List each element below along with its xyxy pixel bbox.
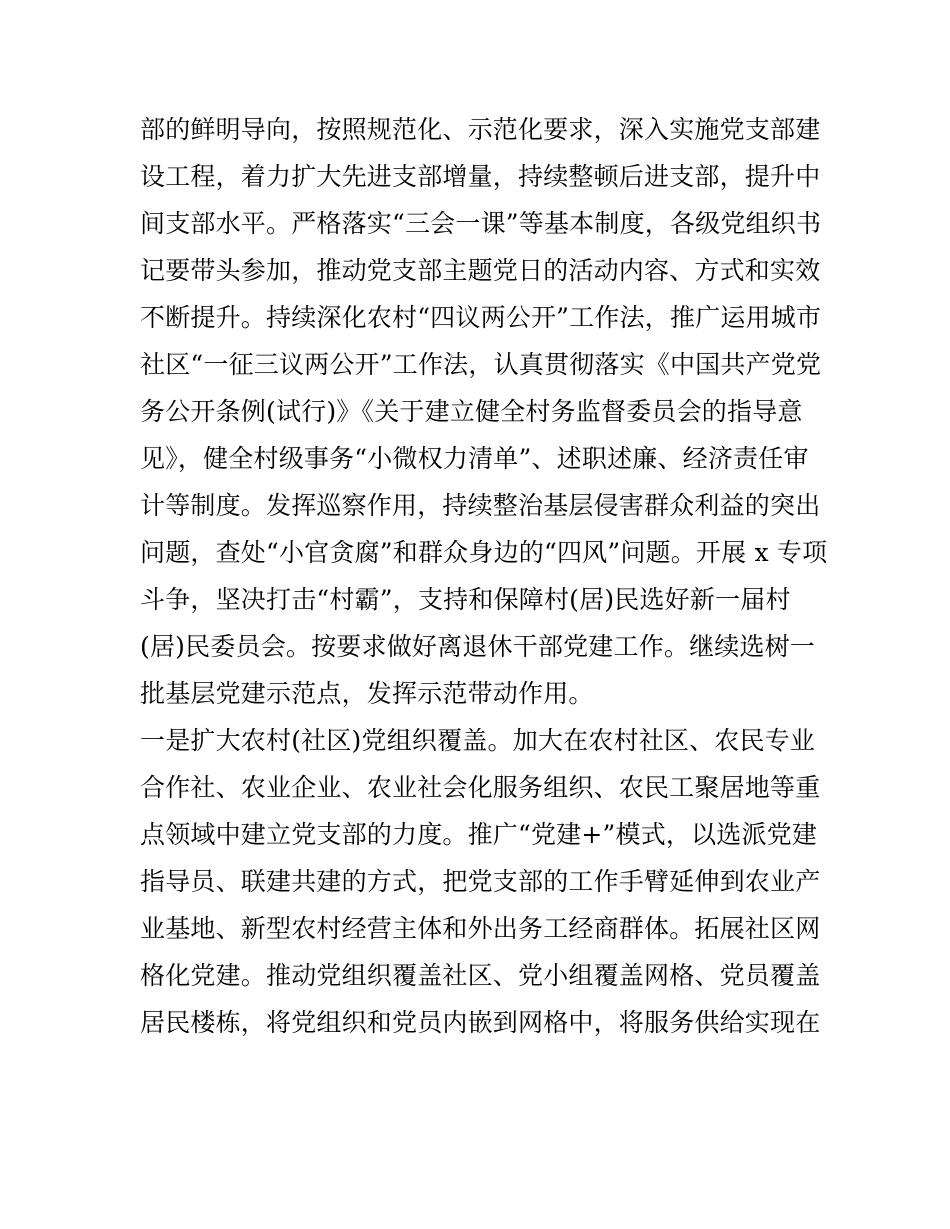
- text-line: 计等制度。发挥巡察作用，持续整治基层侵害群众利益的突出: [140, 491, 821, 520]
- text-line: 业基地、新型农村经营主体和外出务工经商群体。拓展社区网: [140, 914, 821, 943]
- text-line: 问题，查处“小官贪腐”和群众身边的“四风”问题。开展 x 专项: [140, 538, 828, 567]
- text-line: 不断提升。持续深化农村“四议两公开”工作法，推广运用城市: [140, 303, 822, 332]
- text-line: 斗争，坚决打击“村霸”，支持和保障村(居)民选好新一届村: [140, 585, 791, 614]
- text-line: 务公开条例(试行)》《关于建立健全村务监督委员会的指导意: [140, 397, 803, 426]
- text-line: 批基层党建示范点，发挥示范带动作用。: [140, 679, 594, 708]
- text-line: 设工程，着力扩大先进支部增量，持续整顿后进支部，提升中: [140, 162, 821, 191]
- text-line: (居)民委员会。按要求做好离退休干部党建工作。继续选树一: [140, 632, 816, 661]
- text-line: 格化党建。推动党组织覆盖社区、党小组覆盖网格、党员覆盖: [140, 961, 821, 990]
- text-line: 指导员、联建共建的方式，把党支部的工作手臂延伸到农业产: [140, 867, 821, 896]
- text-line: 点领域中建立党支部的力度。推广“党建+”模式，以选派党建: [140, 820, 818, 849]
- text-line: 记要带头参加，推动党支部主题党日的活动内容、方式和实效: [140, 256, 821, 285]
- text-line: 部的鲜明导向，按照规范化、示范化要求，深入实施党支部建: [140, 115, 821, 144]
- text-line: 间支部水平。严格落实“三会一课”等基本制度，各级党组织书: [140, 209, 822, 238]
- text-line: 见》，健全村级事务“小微权力清单”、述职述廉、经济责任审: [140, 444, 809, 473]
- text-line: 社区“一征三议两公开”工作法，认真贯彻落实《中国共产党党: [140, 350, 822, 379]
- text-line: 合作社、农业企业、农业社会化服务组织、农民工聚居地等重: [140, 773, 821, 802]
- text-line: 一是扩大农村(社区)党组织覆盖。加大在农村社区、农民专业: [140, 726, 816, 755]
- text-line: 居民楼栋，将党组织和党员内嵌到网格中，将服务供给实现在: [140, 1008, 821, 1037]
